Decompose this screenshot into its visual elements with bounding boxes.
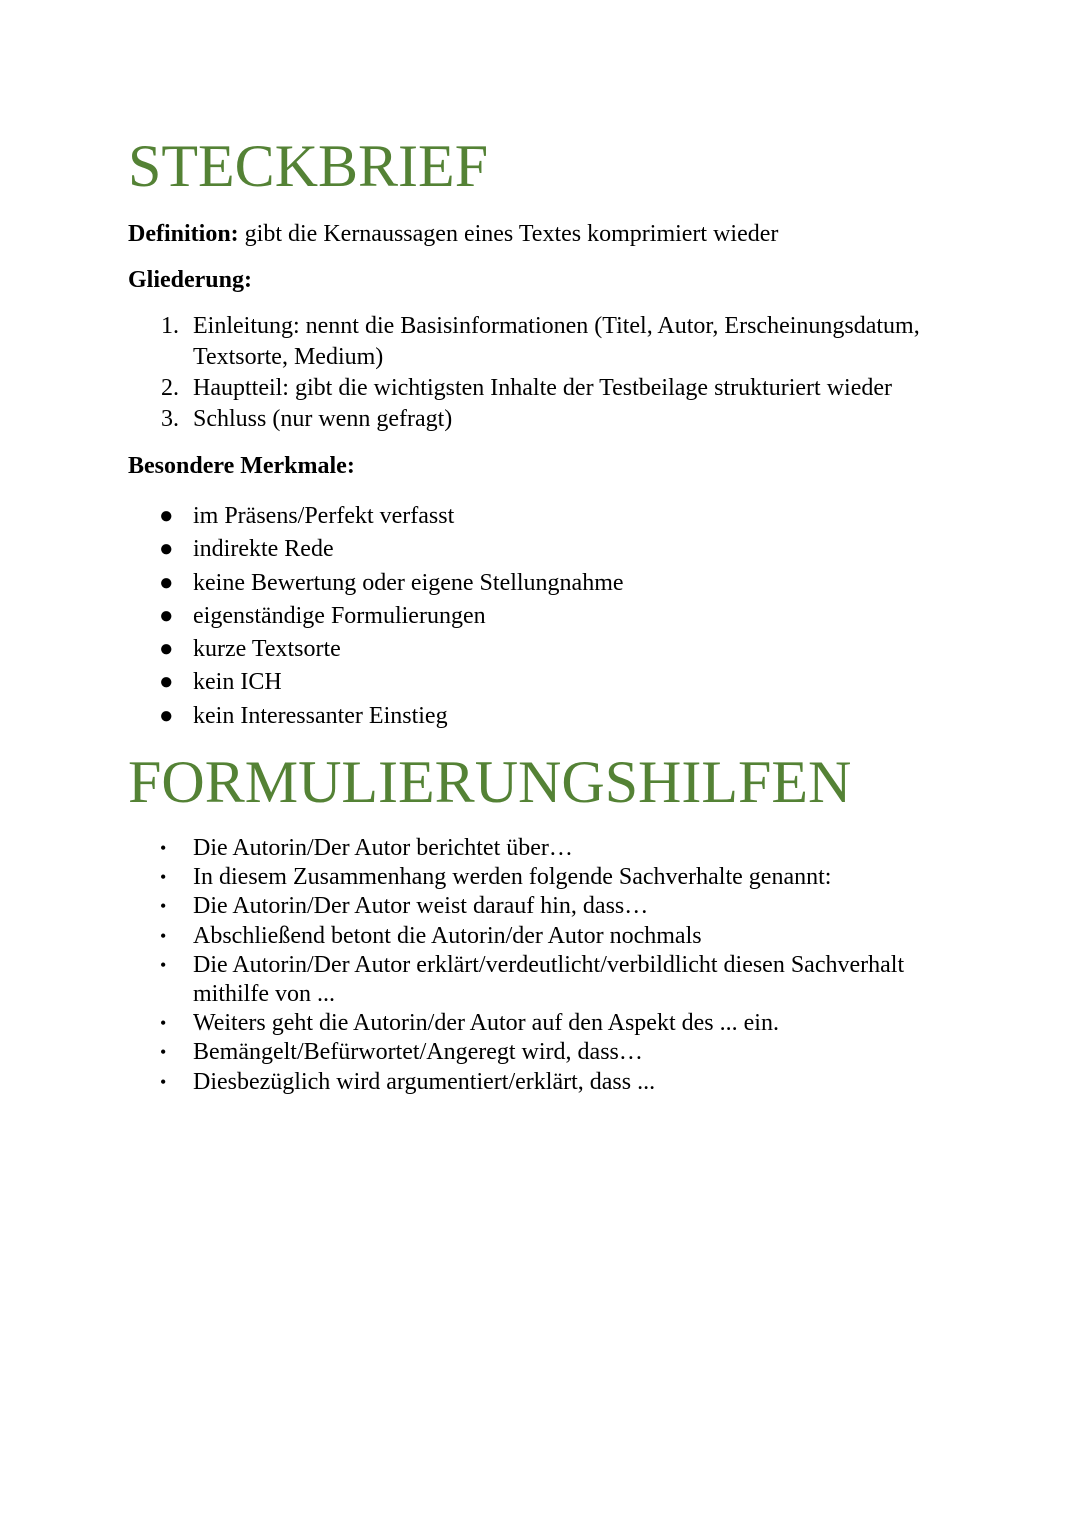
list-item bbox=[0, 951, 953, 1009]
bullet-icon: • bbox=[160, 896, 167, 917]
list-item-text: Die Autorin/Der Autor berichtet über… bbox=[193, 835, 573, 861]
bullet-icon: • bbox=[160, 867, 167, 888]
list-item-text: Diesbezüglich wird argumentiert/erklärt, dass ... bbox=[193, 1068, 656, 1095]
bullet-icon: ● bbox=[159, 602, 174, 629]
section-title-steckbrief: STECKBRIEF bbox=[128, 133, 489, 199]
list-item-text: Die Autorin/Der Autor weist darauf hin, dass… bbox=[193, 893, 649, 920]
list-item-text: kurze Textsorte bbox=[193, 636, 341, 663]
merkmale-label: Besondere Merkmale: bbox=[128, 453, 355, 479]
list-item-text: Einleitung: nennt die Basisinformationen (Titel, Autor, Erscheinungsdatum, Textsorte, Medium) bbox=[193, 313, 920, 370]
list-item bbox=[0, 567, 624, 600]
list-item-text: Schluss (nur wenn gefragt) bbox=[193, 406, 453, 432]
list-number: 1. bbox=[161, 313, 179, 339]
bullet-icon: • bbox=[160, 925, 167, 946]
list-item bbox=[0, 373, 953, 404]
gliederung-list bbox=[0, 311, 953, 435]
list-item bbox=[0, 533, 624, 566]
formulierungshilfen-list bbox=[0, 834, 953, 1097]
list-item bbox=[0, 863, 953, 892]
list-item bbox=[0, 1009, 953, 1038]
merkmale-list bbox=[0, 500, 624, 733]
list-number: 3. bbox=[161, 406, 179, 432]
bullet-icon: ● bbox=[159, 636, 174, 663]
list-item-text: im Präsens/Perfekt verfasst bbox=[193, 503, 455, 529]
bullet-icon: ● bbox=[159, 569, 174, 596]
list-item-text: kein Interessanter Einstieg bbox=[193, 702, 448, 729]
list-item-text: eigenständige Formulierungen bbox=[193, 602, 486, 629]
list-number: 2. bbox=[161, 375, 179, 401]
bullet-icon: ● bbox=[159, 702, 174, 729]
list-item bbox=[0, 892, 953, 921]
list-item-text: Hauptteil: gibt die wichtigsten Inhalte der Testbeilage strukturiert wieder bbox=[193, 375, 892, 401]
list-item bbox=[0, 666, 624, 699]
list-item-text: Die Autorin/Der Autor erklärt/verdeutlicht/verbildlicht diesen Sachverhalt mithilfe von ... bbox=[193, 951, 905, 1008]
list-item-text: Weiters geht die Autorin/der Autor auf den Aspekt des ... ein. bbox=[193, 1010, 779, 1037]
section-title-formulierungshilfen: FORMULIERUNGSHILFEN bbox=[128, 749, 852, 815]
definition-text: gibt die Kernaussagen eines Textes komprimiert wieder bbox=[238, 221, 779, 247]
definition-line bbox=[128, 219, 778, 249]
list-item-text: kein ICH bbox=[193, 669, 282, 696]
list-item bbox=[0, 404, 953, 435]
bullet-icon: • bbox=[160, 1071, 167, 1092]
list-item-text: indirekte Rede bbox=[193, 536, 334, 563]
bullet-icon: • bbox=[160, 838, 167, 858]
merkmale-heading bbox=[128, 451, 355, 481]
list-item bbox=[0, 922, 953, 951]
list-item bbox=[0, 1038, 953, 1067]
list-item bbox=[0, 633, 624, 666]
list-item bbox=[0, 500, 624, 533]
bullet-icon: • bbox=[160, 1013, 167, 1034]
bullet-icon: ● bbox=[159, 503, 174, 529]
list-item-text: In diesem Zusammenhang werden folgende Sachverhalte genannt: bbox=[193, 864, 832, 891]
list-item bbox=[0, 700, 624, 733]
list-item bbox=[0, 311, 953, 373]
list-item-text: keine Bewertung oder eigene Stellungnahme bbox=[193, 569, 624, 596]
list-item bbox=[0, 600, 624, 633]
bullet-icon: ● bbox=[159, 669, 174, 696]
list-item-text: Bemängelt/Befürwortet/Angeregt wird, dass… bbox=[193, 1039, 643, 1066]
list-item bbox=[0, 834, 953, 863]
gliederung-label: Gliederung: bbox=[128, 267, 252, 293]
bullet-icon: ● bbox=[159, 536, 174, 563]
bullet-icon: • bbox=[160, 1042, 167, 1063]
gliederung-heading bbox=[128, 265, 252, 295]
definition-label: Definition: bbox=[128, 221, 239, 247]
bullet-icon: • bbox=[160, 954, 167, 975]
list-item bbox=[0, 1068, 953, 1097]
list-item-text: Abschließend betont die Autorin/der Autor nochmals bbox=[193, 922, 702, 949]
